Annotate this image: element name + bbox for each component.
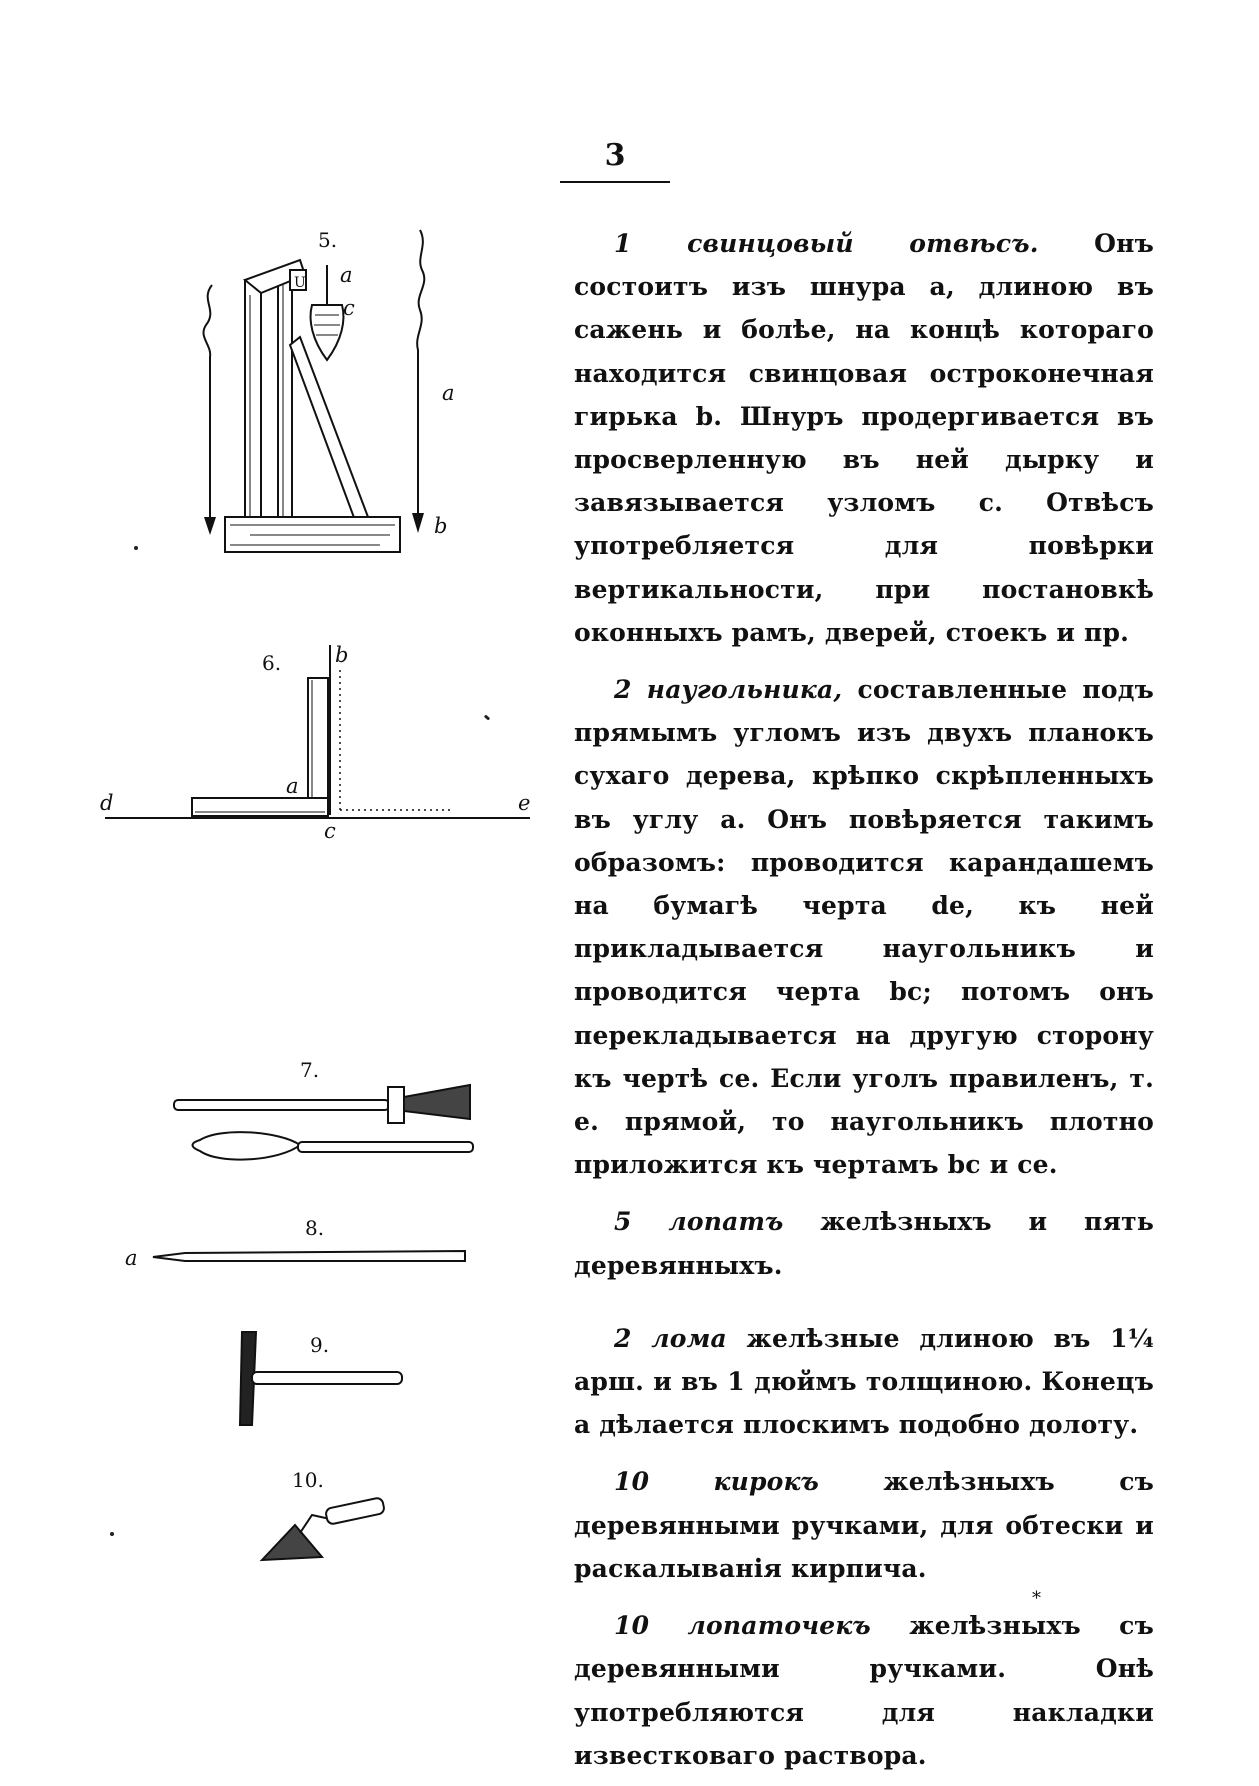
label-a: a xyxy=(125,1246,138,1270)
paragraph-plumb-bob xyxy=(574,222,1154,654)
paragraph-picks xyxy=(574,1460,1154,1590)
label-c: c xyxy=(324,819,336,843)
footer-mark: * xyxy=(1032,1588,1041,1609)
text-column xyxy=(574,222,1154,1777)
figure-trowel xyxy=(250,1465,400,1575)
paragraph-lead: 10 кирокъ xyxy=(614,1467,820,1497)
figure-square xyxy=(100,640,540,843)
paragraph-square xyxy=(574,668,1154,1186)
trowel-illustration xyxy=(250,1465,400,1575)
label-a: a xyxy=(286,774,299,798)
paragraph-body: желѣзныхъ и пять деревянныхъ. xyxy=(574,1207,1154,1280)
page-number: 3 xyxy=(604,138,626,173)
header-rule xyxy=(560,181,670,183)
label-e: e xyxy=(518,791,531,815)
paragraph-lead: 5 лопатъ xyxy=(614,1207,784,1237)
figure-number: 10. xyxy=(292,1468,324,1492)
figure-shovels xyxy=(170,1055,480,1185)
figure-number: 6. xyxy=(262,651,282,675)
label-a2: a xyxy=(442,381,455,405)
label-b: b xyxy=(335,643,349,667)
label-c: c xyxy=(343,296,355,320)
pick-illustration xyxy=(230,1330,410,1440)
paragraph-shovels xyxy=(574,1200,1154,1286)
svg-text:U: U xyxy=(294,275,306,291)
paragraph-lead: 10 лопаточекъ xyxy=(614,1611,871,1641)
paragraph-trowels xyxy=(574,1604,1154,1777)
paragraph-lead: 2 наугольника, xyxy=(614,675,843,705)
figure-number: 5. xyxy=(318,228,338,252)
figure-pick xyxy=(230,1330,410,1440)
paragraph-lead: 2 лома xyxy=(614,1323,727,1353)
square-illustration xyxy=(100,640,540,843)
figure-plumb-bob xyxy=(190,225,490,555)
label-a: a xyxy=(340,263,353,287)
paragraph-crowbars xyxy=(574,1317,1154,1447)
label-b: b xyxy=(434,514,448,538)
paragraph-lead: 1 свинцовый отвѣсъ. xyxy=(614,229,1039,258)
print-speck xyxy=(134,546,138,550)
figure-number: 9. xyxy=(310,1333,330,1357)
paragraph-body: Онъ состоитъ изъ шнура a, длиною въ сажень и болѣе, на концѣ котораго находится свинцовая остроконечная гирька b. Шнуръ продергивается въ просверленную въ ней дырку и завязывается узломъ c. Отвѣсъ употребляется для повѣрки вертикальности, при постановкѣ оконныхъ рамъ, дверей, стоекъ и пр. xyxy=(574,229,1155,647)
shovels-illustration xyxy=(170,1055,480,1185)
figure-number: 8. xyxy=(305,1216,325,1240)
label-d: d xyxy=(100,791,114,815)
paragraph-body: желѣзные длиною въ 1¼ арш. и въ 1 дюймъ толщиною. Конецъ a дѣлается плоскимъ подобно долоту. xyxy=(574,1323,1154,1440)
crowbar-illustration xyxy=(125,1215,475,1275)
figure-number: 7. xyxy=(300,1058,320,1082)
figure-crowbar xyxy=(125,1215,475,1275)
paragraph-body: желѣзныхъ съ деревянными ручками, для обтески и раскалыванія кирпича. xyxy=(574,1467,1154,1583)
paragraph-body: желѣзныхъ съ деревянными ручками. Онѣ употребляются для накладки известковаго раствора. xyxy=(574,1611,1154,1770)
print-speck xyxy=(110,1532,114,1536)
paragraph-body: составленные подъ прямымъ угломъ изъ двухъ планокъ сухаго дерева, крѣпко скрѣпленныхъ въ углу a. Онъ повѣряется такимъ образомъ: проводится карандашемъ на бумагѣ черта de, къ ней прикладывается наугольникъ и проводится черта bc; потомъ онъ перекладывается на другую сторону къ чертѣ ce. Если уголъ правиленъ, т. е. прямой, то наугольникъ плотно приложится къ чертамъ bc и ce. xyxy=(574,675,1154,1180)
plumb-bob-illustration xyxy=(190,225,490,555)
